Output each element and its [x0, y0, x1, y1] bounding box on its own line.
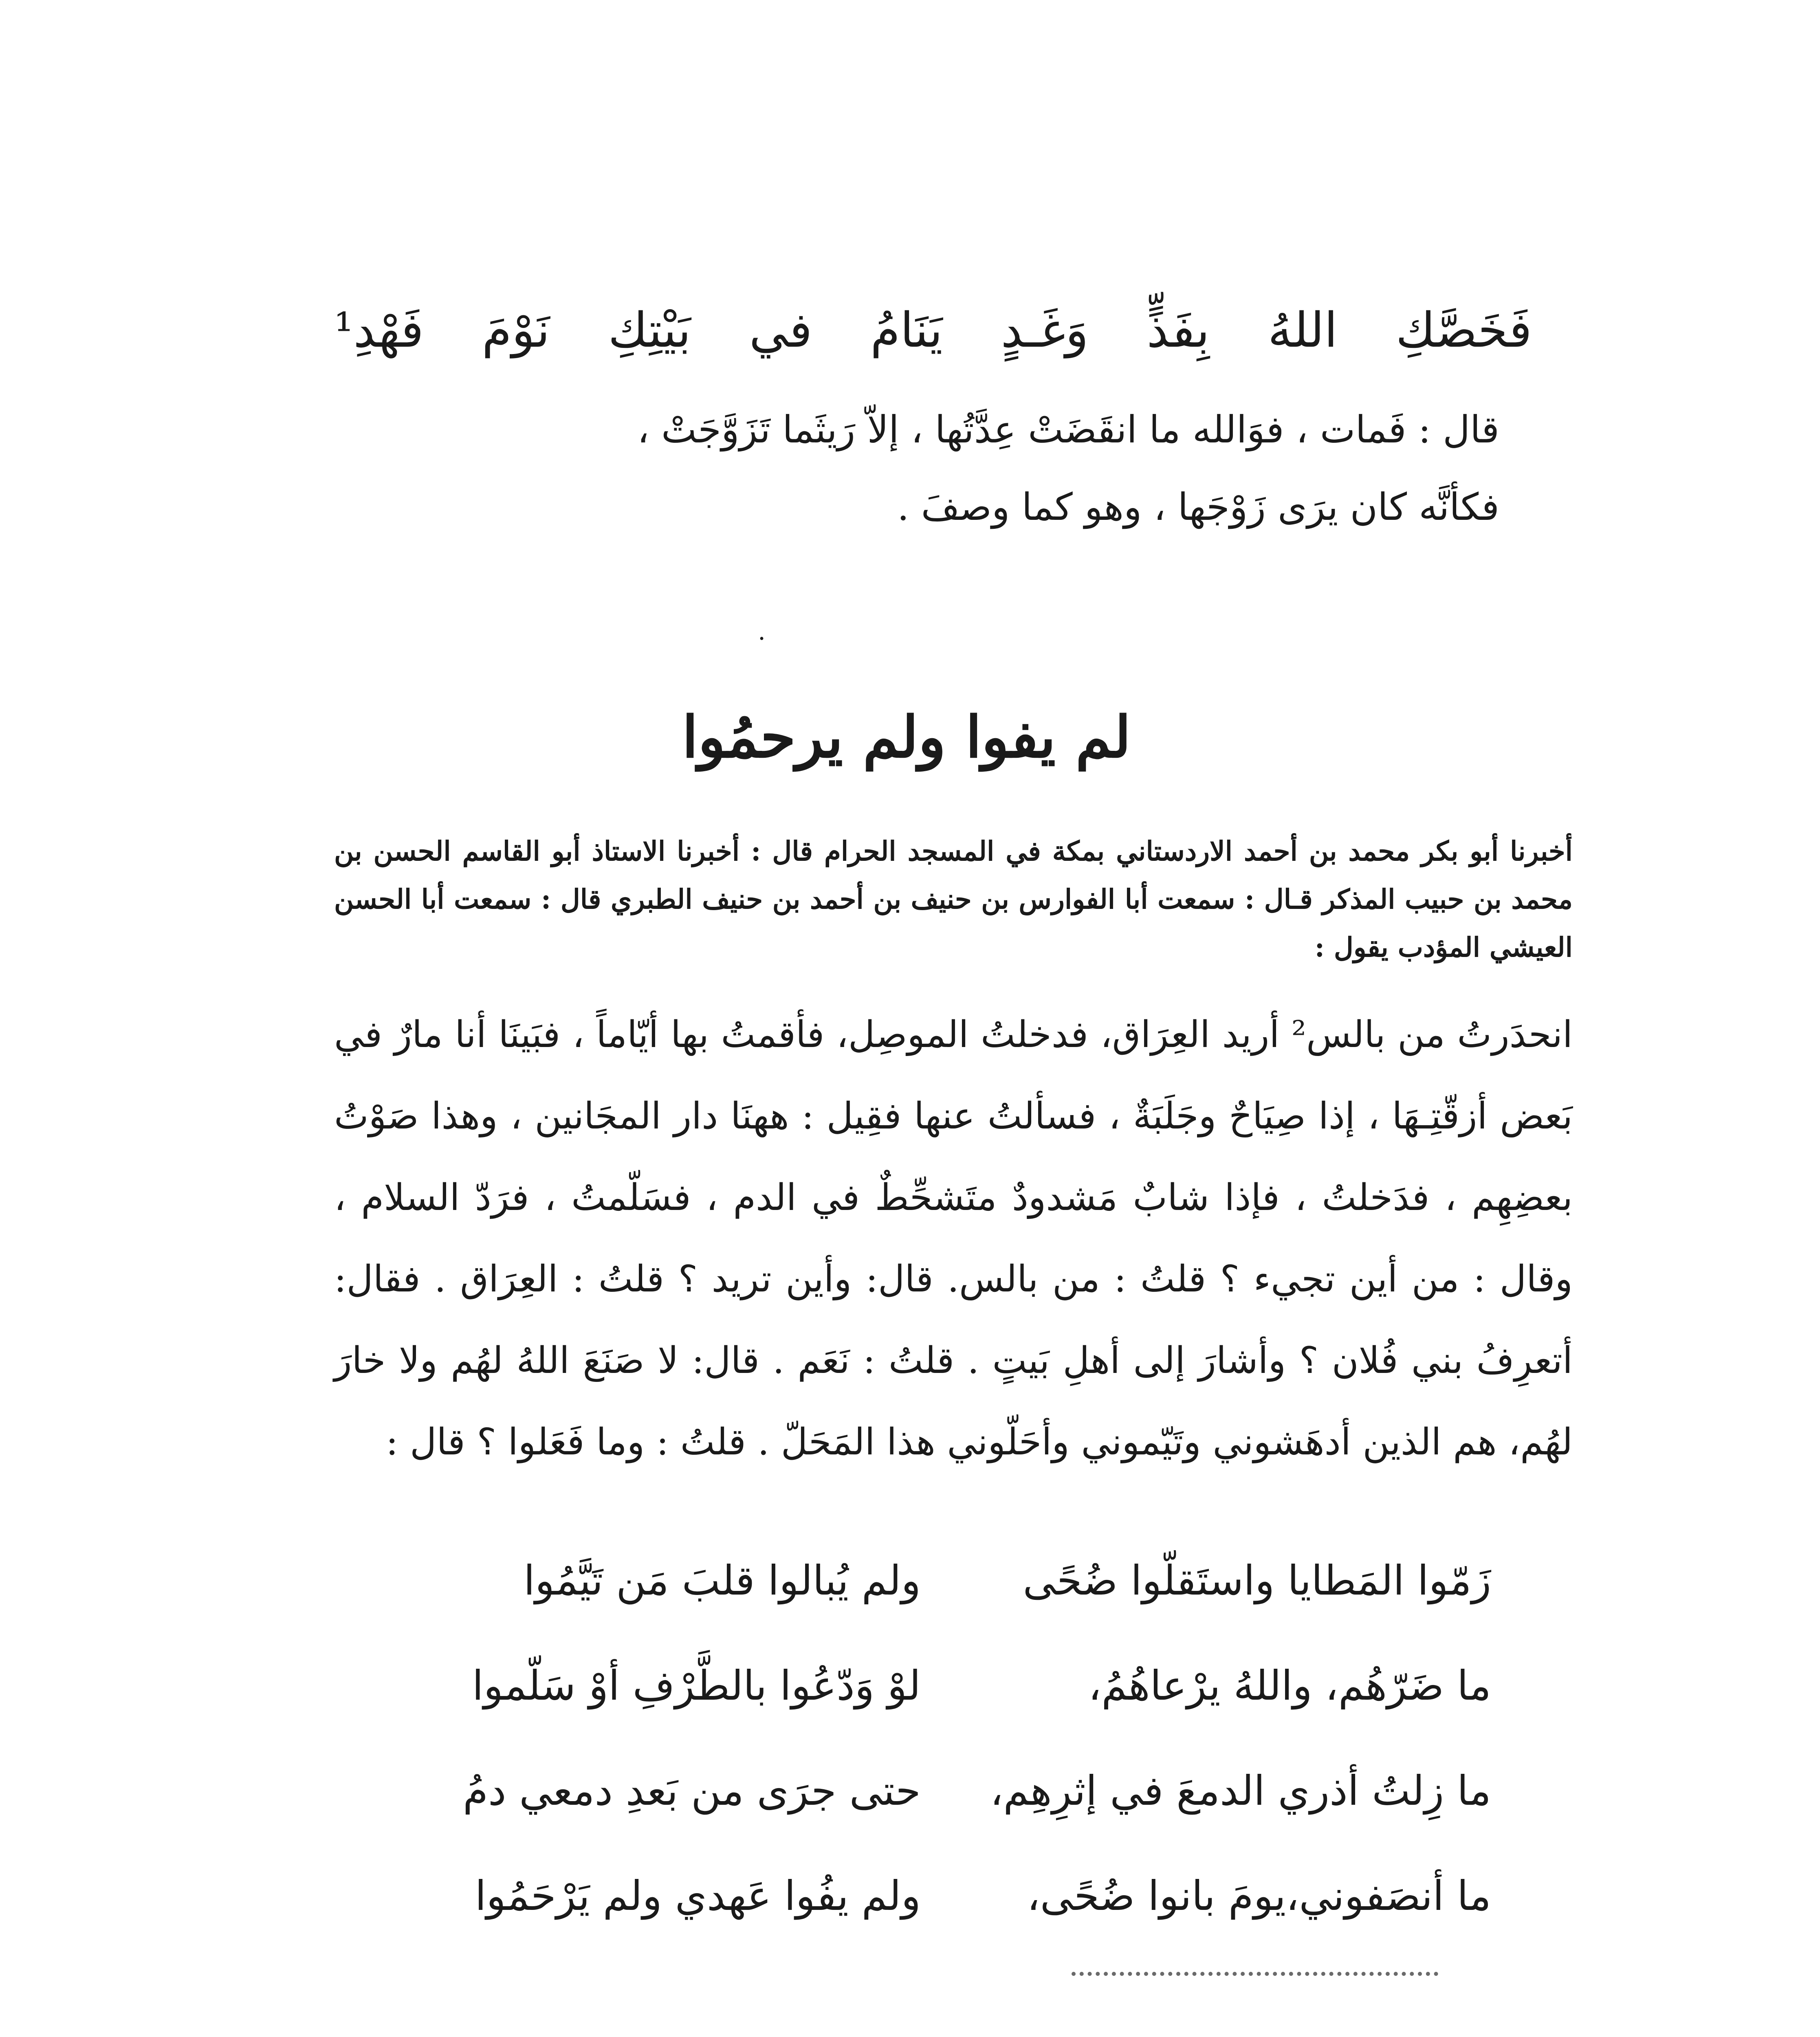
narration-paragraph	[334, 994, 1573, 1483]
narration-text: انحدَرتُ من بالس² أريد العِرَاق، فدخلتُ الموصِل، فأقمتُ بها أيّاماً ، فبَينَا أنا مارٌ في بَعض أزقّتِـهَا ، إذا صِيَاحٌ وجَلَبَةٌ ، فسألتُ عنها فقِيل : ههنَا دار المجَانين ، وهذا صَوْتُ بعضِهِم ، فدَخلتُ ، فإذا شابٌ مَشدودٌ متَشحِّطٌ في الدم ، فسَلّمتُ ، فرَدّ السلام ، وقال : من أين تجيء ؟ قلتُ : من بالس. قال: وأين تريد ؟ قلتُ : العِرَاق . فقال: أتعرِفُ بني فُلان ؟ وأشارَ إلى أهلِ بَيتٍ . قلتُ : نَعَم . قال: لا صَنَعَ اللهُ لهُم ولا خارَ لهُم، هم الذين أدهَشوني وتَيّموني وأحَلّوني هذا المَحَلّ . قلتُ : وما فَعَلوا ؟ قال :	[334, 1013, 1573, 1463]
verse-row	[391, 1863, 1491, 1969]
verse-first-hemistich: زَمّوا المَطايا واستَقلّوا ضُحًى	[1023, 1557, 1491, 1604]
separator-dot: .	[758, 617, 766, 646]
verse-first-hemistich: ما أنصَفوني،يومَ بانوا ضُحًى،	[1027, 1872, 1491, 1920]
isnad-chain: أخبرنا أبو بكر محمد بن أحمد الاردستاني بمكة في المسجد الحرام قال : أخبرنا الاستاذ أبو القاسم الحسن بن محمد بن حبيب المذكر قـال : سمعت أبا الفوارس بن حنيف بن أحمد بن حنيف الطبري قال : سمعت أبا الحسن العيشي المؤدب يقول :	[334, 835, 1573, 963]
verse-row	[391, 1758, 1491, 1863]
intro-paragraph	[334, 391, 1556, 546]
footnote-text	[928, 2033, 1438, 2037]
verse-first-hemistich: ما ضَرّهُم، واللهُ يرْعاهُمُ،	[1088, 1662, 1491, 1709]
verse-second-hemistich: ولم يفُوا عَهدي ولم يَرْحَمُوا	[475, 1872, 921, 1920]
intro-line-2: فكأنَّه كان يرَى زَوْجَها ، وهو كما وصفَ .	[897, 485, 1499, 529]
verse-second-hemistich: لوْ وَدّعُوا بالطَّرْفِ أوْ سَلّموا	[472, 1662, 921, 1709]
verse-second-hemistich: ولم يُبالوا قلبَ مَن تَيَّمُوا	[524, 1557, 921, 1604]
verse-second-hemistich: حتى جرَى من بَعدِ دمعي دمُ	[463, 1767, 921, 1815]
poem-verses	[391, 1548, 1491, 1969]
verse-row	[391, 1548, 1491, 1653]
footnote	[611, 2033, 1479, 2037]
verse-first-hemistich: ما زِلتُ أذري الدمعَ في إثرِهِم،	[990, 1767, 1491, 1815]
footnote-number	[1455, 2033, 1479, 2037]
opening-verse: فَخَصَّكِ اللهُ بِفَذٍّ وَغَـدٍ يَنَامُ في بَيْتِكِ نَوْمَ فَهْدِ¹	[334, 302, 1532, 358]
verse-row	[391, 1653, 1491, 1758]
section-title: لم يفوا ولم يرحمُوا	[682, 704, 1131, 771]
intro-line-1: قال : فَمات ، فوَالله ما انقَضَتْ عِدَّتُها ، إلاّ رَيثَما تَزَوَّجَتْ ،	[637, 408, 1499, 451]
footnote-separator	[1072, 1972, 1438, 1976]
footnotes	[611, 2033, 1479, 2037]
